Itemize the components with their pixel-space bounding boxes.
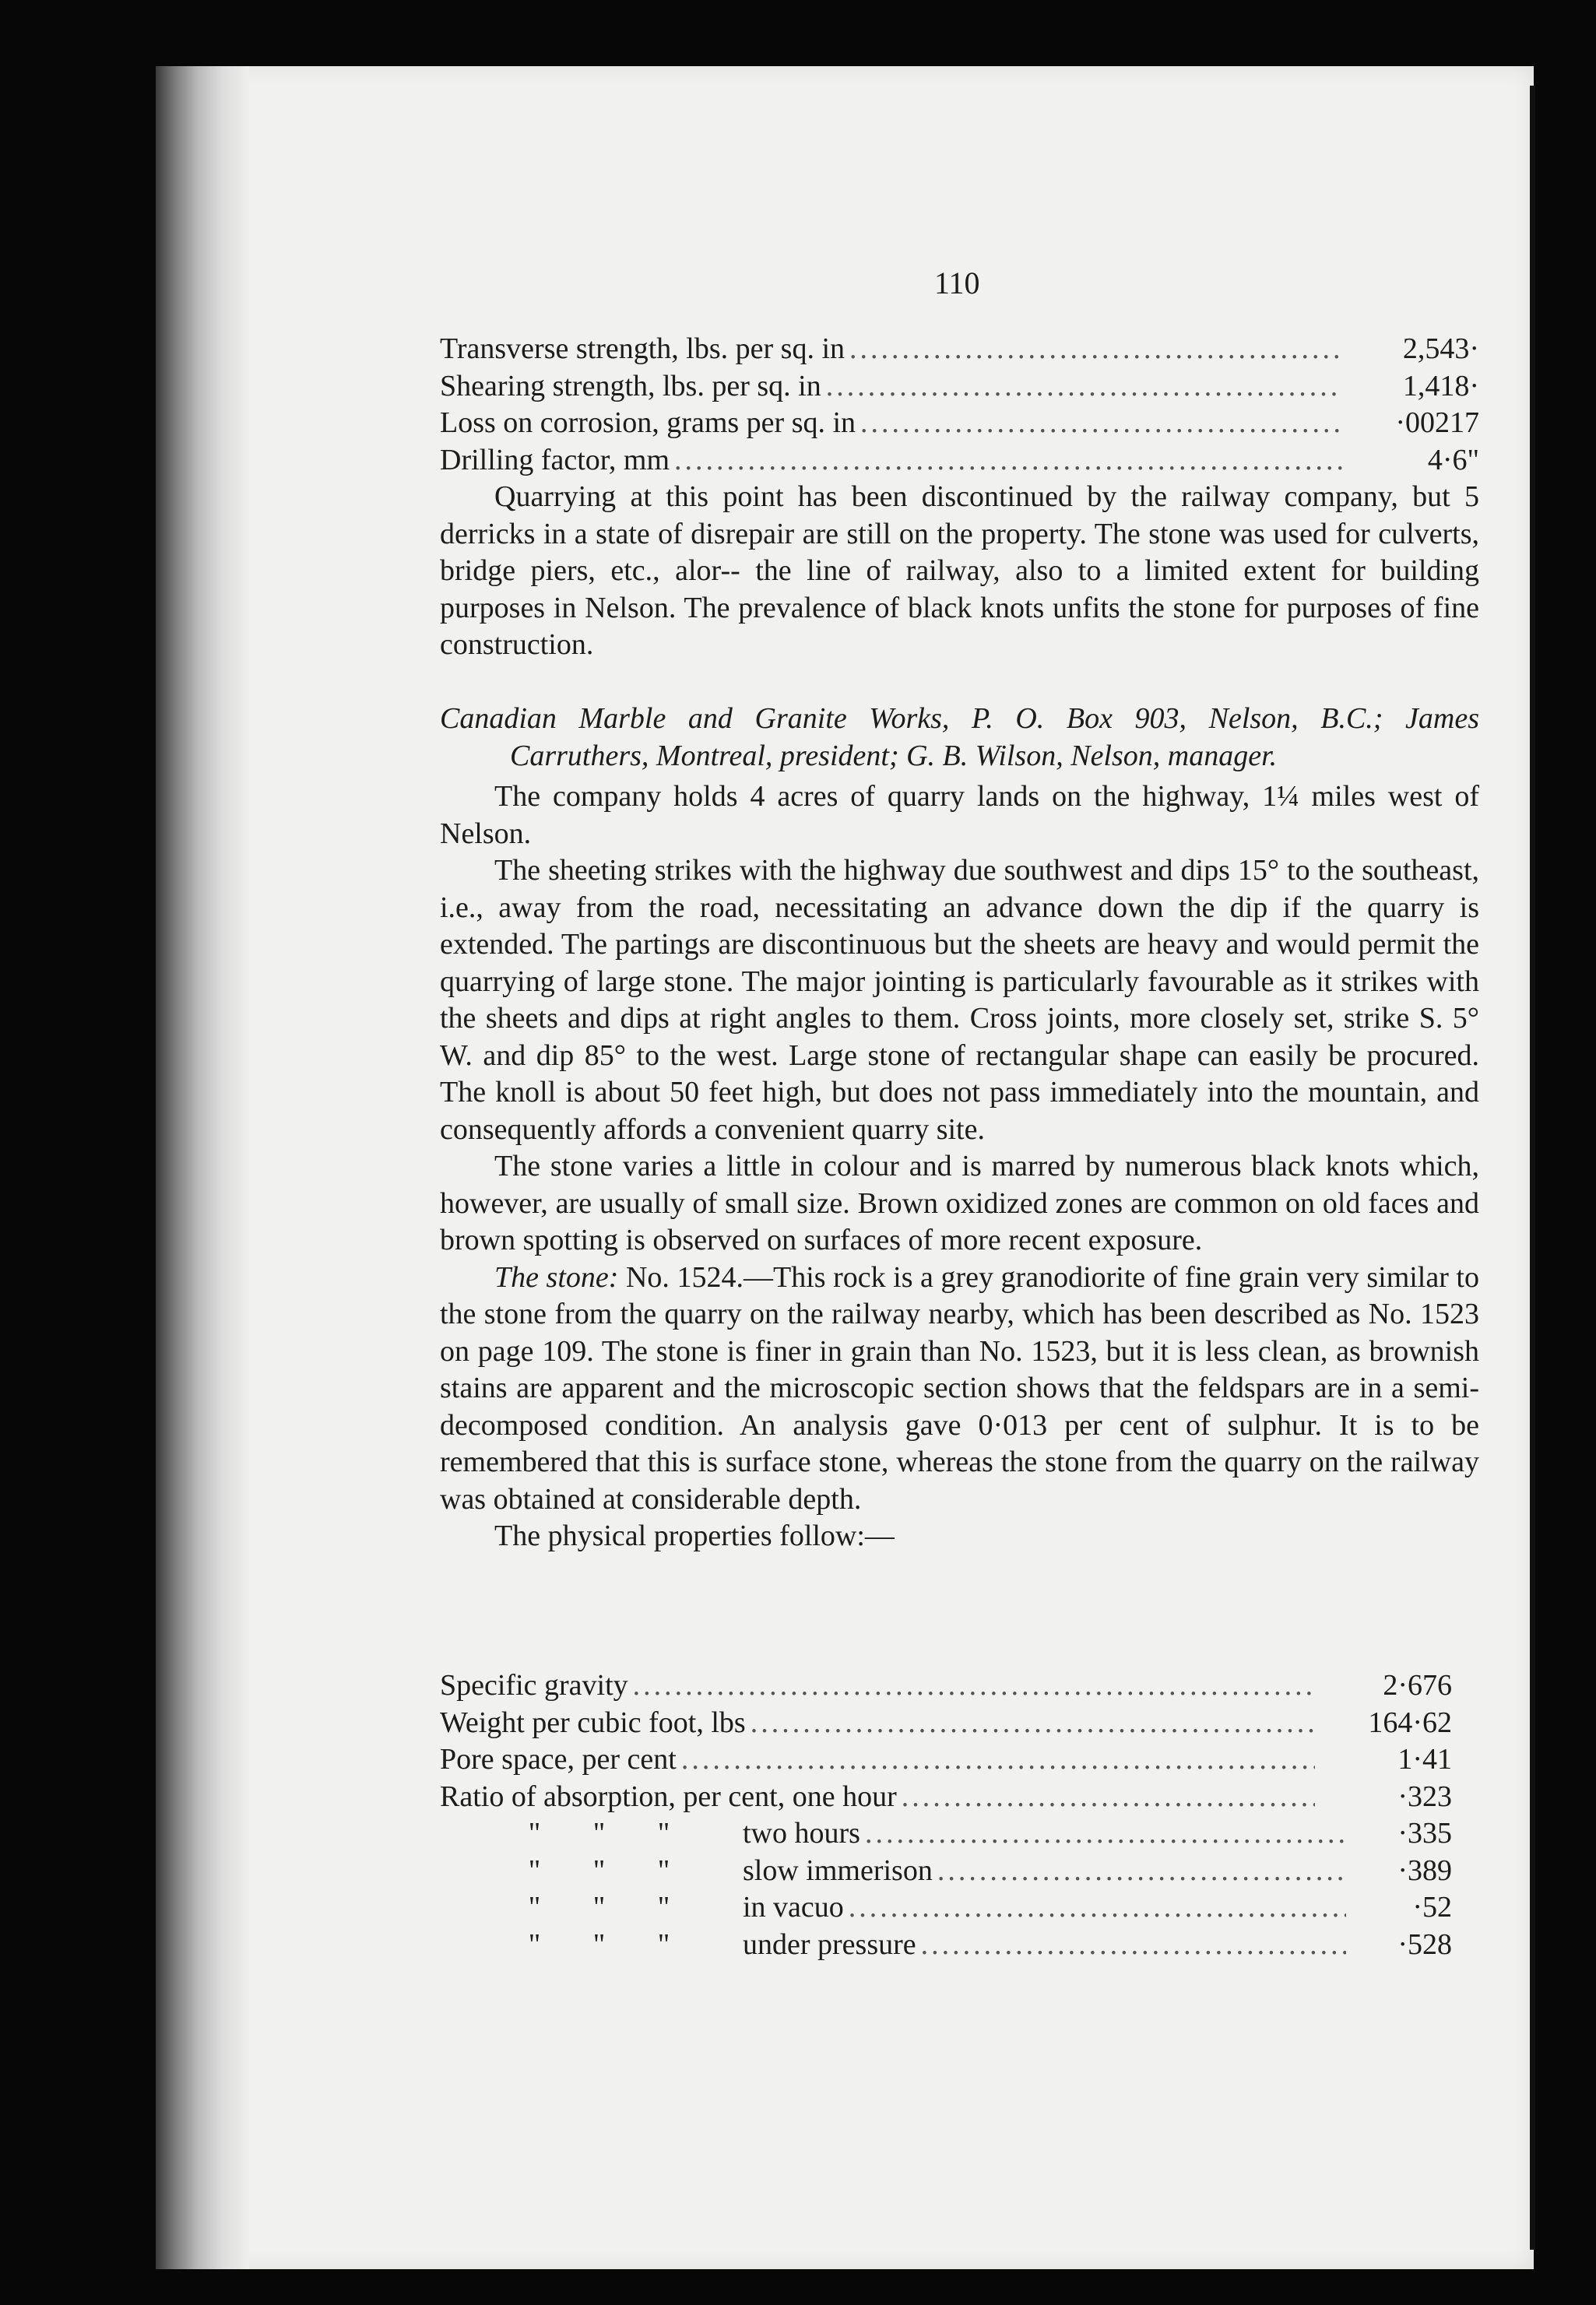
row-label: Pore space, per cent [440, 1743, 677, 1776]
dot-leader [860, 405, 1342, 442]
ditto-mark: " [592, 1927, 606, 1961]
row-value: 4·6" [1427, 443, 1479, 476]
table-row [440, 1705, 1452, 1742]
table-row [440, 1853, 1452, 1890]
table-row [440, 1667, 1452, 1705]
dot-leader [633, 1667, 1315, 1705]
page-number: 110 [934, 265, 980, 300]
ditto-mark: " [657, 1927, 670, 1961]
page-edge-rule [1530, 86, 1535, 2250]
row-value: 164·62 [1368, 1706, 1452, 1739]
paragraph: The company holds 4 acres of quarry lands on the highway, 1¼ miles west of Nelson. [440, 780, 1479, 850]
ditto-mark: " [592, 1817, 606, 1850]
ditto-mark: " [528, 1853, 541, 1887]
ditto-mark: " [657, 1853, 670, 1887]
body-text [440, 778, 1479, 1555]
row-value: ·389 [1397, 1853, 1452, 1887]
row-label: Ratio of absorption, per cent, one hour [440, 1780, 897, 1813]
row-value: ·52 [1412, 1891, 1452, 1924]
dot-leader [751, 1705, 1315, 1742]
heading-line: Canadian Marble and Granite Works, P. O. Box 903, Nelson, B.C.; James [440, 702, 1479, 735]
row-label: Specific gravity [440, 1669, 628, 1702]
paragraph: The sheeting strikes with the highway due southwest and dips 15° to the southeast, i.e., away from the road, necessitating an advance down the dip if the quarry is extended. The partings are discontinuous but the sheets are heavy and would permit the quarrying of large stone. The major jointing is particularly favourable as it strikes with the sheets and dips at right angles to them. Cross joints, more closely set, strike S. 5° W. and dip 85° to the west. Large stone of rectangular shape can easily be procured. The knoll is about 50 feet high, but does not pass immediately into the mountain, and consequently affords a convenient quarry site. [440, 854, 1479, 1146]
ditto-mark: " [592, 1891, 606, 1924]
page-binding-shadow [156, 66, 249, 2269]
table-row [440, 1779, 1452, 1816]
ditto-mark: " [657, 1817, 670, 1850]
dot-leader [937, 1853, 1346, 1890]
row-label: two hours [743, 1817, 860, 1850]
ditto-mark: " [657, 1891, 670, 1924]
dot-leader [849, 331, 1342, 368]
ditto-mark: " [592, 1853, 606, 1887]
table-row [440, 331, 1479, 368]
ditto-mark: " [528, 1817, 541, 1850]
paragraph [440, 1260, 1479, 1519]
row-value: ·323 [1397, 1780, 1452, 1813]
table-row [440, 1889, 1452, 1927]
quarrying-paragraph-block [440, 479, 1479, 664]
table-row [440, 368, 1479, 406]
company-heading [440, 701, 1479, 775]
row-label: Weight per cubic foot, lbs [440, 1706, 746, 1739]
ditto-mark: " [528, 1891, 541, 1924]
dot-leader [681, 1741, 1315, 1779]
stone-label: The stone: [494, 1260, 619, 1294]
row-value: 1,418· [1402, 369, 1479, 402]
paragraph: The physical properties follow:— [494, 1520, 895, 1552]
row-value: 2·676 [1383, 1669, 1452, 1702]
row-value: ·335 [1397, 1817, 1452, 1850]
row-label: slow immerison [743, 1853, 933, 1887]
properties-table [440, 1667, 1452, 1963]
row-label: Transverse strength, lbs. per sq. in [440, 332, 845, 365]
row-label: under pressure [743, 1927, 916, 1961]
paragraph: The stone varies a little in colour and is marred by numerous black knots which, however, are usually of small size. Brown oxidized zones are common on old faces and brown spotting is observed on surfaces of more recent exposure. [440, 1150, 1479, 1256]
dot-leader [865, 1815, 1346, 1853]
table-row [440, 1741, 1452, 1779]
strength-table [440, 331, 1479, 479]
paragraph: Quarrying at this point has been discontinued by the railway company, but 5 derricks in a state of disrepair are still on the property. The stone was used for culverts, bridge piers, etc., alor-- the line of railway, also to a limited extent for building purposes in Nelson. The prevalence of black knots unfits the stone for purposes of fine construction. [440, 480, 1479, 661]
table-row [440, 405, 1479, 442]
row-value: ·528 [1397, 1927, 1452, 1961]
row-value: 1·41 [1397, 1743, 1452, 1776]
row-label: Loss on corrosion, grams per sq. in [440, 406, 856, 439]
table-row [440, 442, 1479, 480]
dot-leader [902, 1779, 1315, 1816]
row-value: 2,543· [1402, 332, 1479, 365]
stone-description: No. 1524.—This rock is a grey granodiorite of fine grain very similar to the stone from the quarry on the railway nearby, which has been described as No. 1523 on page 109. The stone is finer in grain than No. 1523, but it is less clean, as brownish stains are apparent and the microscopic section shows that the feldspars are in a semi-decomposed condition. An analysis gave 0·013 per cent of sulphur. It is to be remembered that this is surface stone, whereas the stone from the quarry on the railway was obtained at considerable depth. [440, 1260, 1479, 1516]
table-row [440, 1927, 1452, 1964]
row-label: Shearing strength, lbs. per sq. in [440, 369, 821, 402]
dot-leader [826, 368, 1342, 406]
dot-leader [921, 1927, 1346, 1964]
row-value: ·00217 [1395, 406, 1479, 439]
heading-line: Carruthers, Montreal, president; G. B. Wilson, Nelson, manager. [510, 739, 1278, 772]
row-label: in vacuo [743, 1891, 844, 1924]
dot-leader [674, 442, 1342, 480]
row-label: Drilling factor, mm [440, 443, 670, 476]
ditto-mark: " [528, 1927, 541, 1961]
table-row [440, 1815, 1452, 1853]
dot-leader [849, 1889, 1346, 1927]
